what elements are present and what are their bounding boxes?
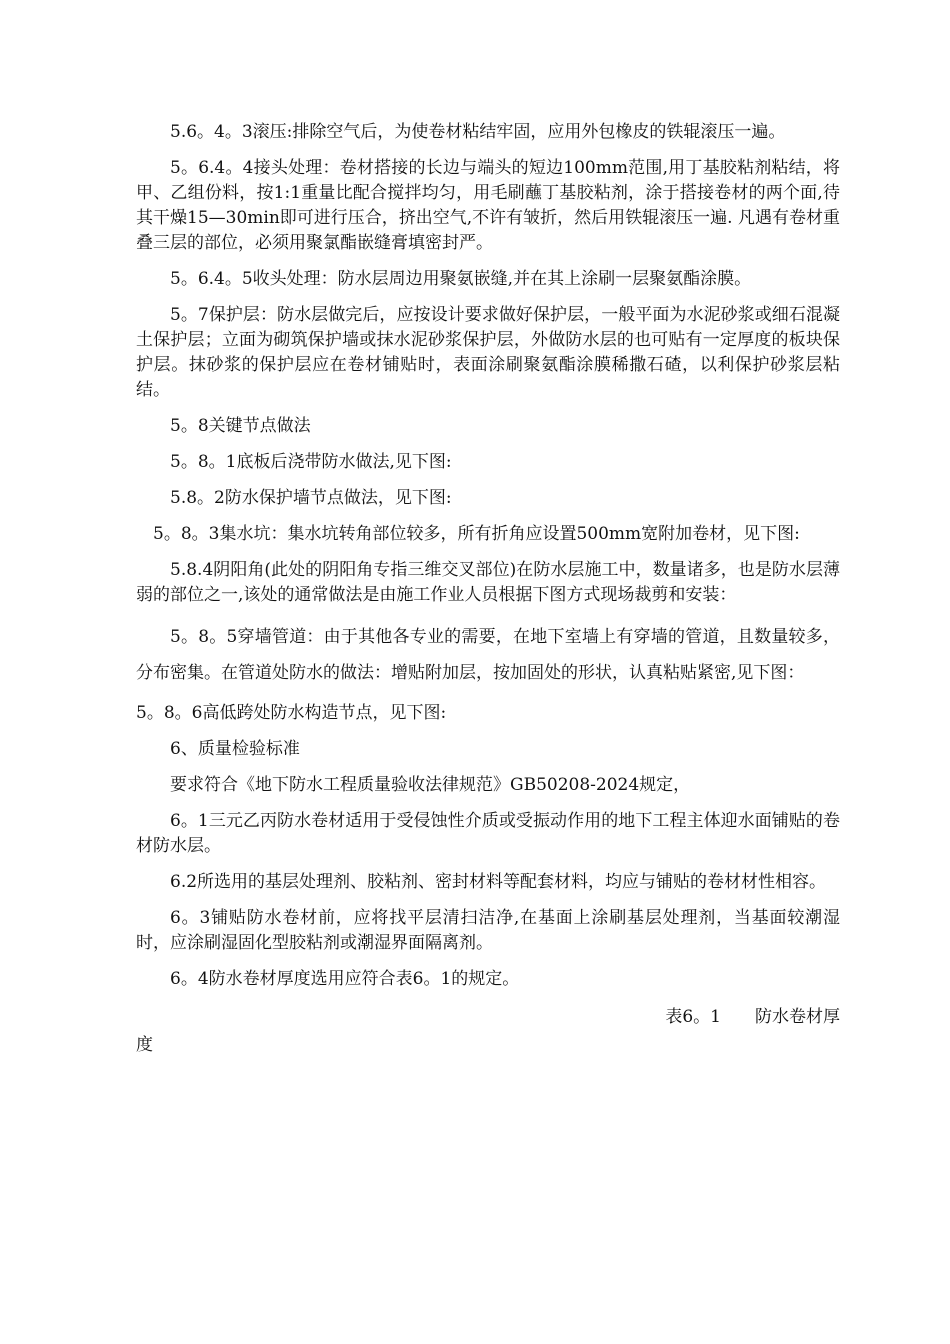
paragraph-6-4-thickness: 6。4防水卷材厚度选用应符合表6。1的规定。 bbox=[170, 969, 520, 989]
paragraph-5-7-protective-layer: 5。7保护层：防水层做完后，应按设计要求做好保护层，一般平面为水泥砂浆或细石混凝土保护层；立面为砌筑保护墙或抹水泥砂浆保护层，外做防水层的也可贴有一定厚度的板块保护层。抹砂浆的保护层应在卷材铺贴时，表面涂刷聚氨酯涂膜稀撒石碴，以利保护砂浆层粘结。 bbox=[136, 305, 840, 400]
paragraph-6-3-before-laying: 6。3铺贴防水卷材前，应将找平层清扫洁净,在基面上涂刷基层处理剂，当基面较潮湿时，应涂刷湿固化型胶粘剂或潮湿界面隔离剂。 bbox=[136, 908, 840, 953]
document-body bbox=[136, 120, 840, 1059]
paragraph-5-8-key-nodes: 5。8关键节点做法 bbox=[170, 416, 311, 436]
paragraph-5-6-4-5-edge-treatment: 5。6.4。5收头处理：防水层周边用聚氨嵌缝,并在其上涂刷一层聚氨酯涂膜。 bbox=[170, 269, 752, 289]
paragraph-6-1-membrane-scope: 6。1三元乙丙防水卷材适用于受侵蚀性介质或受振动作用的地下工程主体迎水面铺贴的卷材防水层。 bbox=[136, 811, 840, 856]
paragraph-5-8-5-wall-pipes: 5。8。5穿墙管道：由于其他各专业的需要，在地下室墙上有穿墙的管道，且数量较多，分布密集。在管道处防水的做法：增贴附加层，按加固处的形状，认真粘贴紧密,见下图： bbox=[136, 627, 840, 683]
paragraph-standard-reference: 要求符合《地下防水工程质量验收法律规范》GB50208-2024规定， bbox=[170, 775, 691, 795]
paragraph-5-6-4-4-joint-treatment: 5。6.4。4接头处理：卷材搭接的长边与端头的短边100mm范围,用丁基胶粘剂粘结，将甲、乙组份料，按1:1重量比配合搅拌均匀，用毛刷蘸丁基胶粘剂，涂于搭接卷材的两个面,待其干燥15—30min即可进行压合，挤出空气,不许有皱折，然后用铁辊滚压一遍. 凡遇有卷材重叠三层的部位，必须用聚氯酯嵌缝膏填密封严。 bbox=[136, 158, 840, 253]
paragraph-5-8-3-sump-pit: 5。8。3集水坑：集水坑转角部位较多，所有折角应设置500mm宽附加卷材，见下图: bbox=[153, 524, 800, 544]
table-caption: 表6。1 防水卷材厚 bbox=[665, 1007, 840, 1027]
paragraph-5-8-6-height-transition: 5。8。6高低跨处防水构造节点，见下图: bbox=[136, 703, 447, 723]
paragraph-5-6-4-3-rolling: 5.6。4。3滚压:排除空气后，为使卷材粘结牢固，应用外包橡皮的铁辊滚压一遍。 bbox=[170, 122, 786, 142]
paragraph-6-2-materials: 6.2所选用的基层处理剂、胶粘剂、密封材料等配套材料，均应与铺贴的卷材材性相容。 bbox=[170, 872, 827, 892]
table-caption-tail: 度 bbox=[136, 1035, 153, 1055]
section-heading-quality-standard: 6、质量检验标准 bbox=[170, 739, 300, 759]
paragraph-5-8-4-corners: 5.8.4阴阳角(此处的阴阳角专指三维交叉部位)在防水层施工中，数量诸多，也是防水层薄弱的部位之一,该处的通常做法是由施工作业人员根据下图方式现场裁剪和安装： bbox=[136, 560, 840, 605]
paragraph-5-8-1-post-pour-strip: 5。8。1底板后浇带防水做法,见下图: bbox=[170, 452, 452, 472]
paragraph-5-8-2-protective-wall: 5.8。2防水保护墙节点做法，见下图: bbox=[170, 488, 452, 508]
